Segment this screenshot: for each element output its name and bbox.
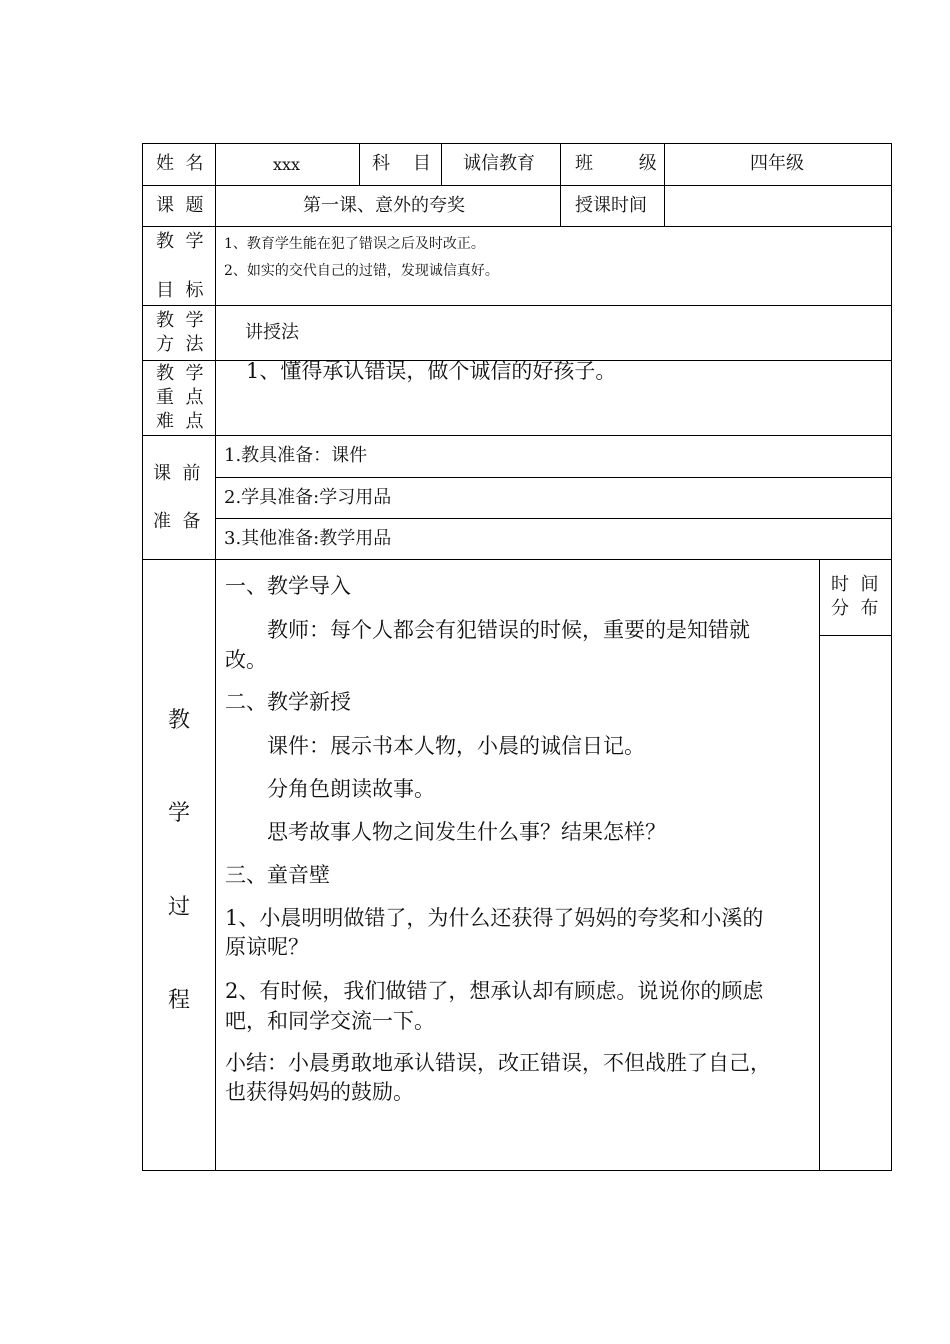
table-rule [215, 143, 216, 1171]
prep-item: 3.其他准备:教学用品 [224, 528, 392, 549]
prep-item: 2.学具准备:学习用品 [224, 487, 392, 508]
method-value: 讲授法 [245, 322, 299, 343]
goal-item: 2、如实的交代自己的过错，发现诚信真好。 [224, 263, 499, 279]
process-line: 二、教学新授 [225, 690, 351, 714]
process-label-char: 过 [168, 895, 191, 920]
goals-label-top: 教 学 [156, 231, 204, 252]
time-distribution-label-line1: 时 间 [831, 574, 879, 595]
table-rule [142, 435, 892, 436]
table-rule [359, 143, 360, 185]
method-label-line2: 方 法 [156, 334, 204, 355]
table-rule [142, 1170, 892, 1171]
process-line: 教师：每个人都会有犯错误的时候，重要的是知错就 [225, 618, 750, 642]
table-rule [142, 559, 892, 560]
prep-label-top: 课 前 [153, 463, 201, 484]
process-label-char: 程 [168, 988, 191, 1013]
process-line: 分角色朗读故事。 [225, 777, 435, 801]
topic-label: 课 题 [156, 195, 204, 216]
process-line: 三、童音壁 [225, 863, 330, 887]
class-label: 班 级 [575, 153, 657, 174]
table-rule [891, 143, 892, 1171]
name-label: 姓 名 [156, 153, 204, 174]
table-rule [819, 559, 820, 1171]
subject-value: 诚信教育 [463, 153, 535, 174]
process-line: 2、有时候，我们做错了，想承认却有顾虑。说说你的顾虑 [225, 979, 764, 1003]
table-rule [441, 143, 442, 185]
table-rule [142, 143, 892, 144]
name-value: xxx [273, 155, 301, 174]
process-line: 1、小晨明明做错了，为什么还获得了妈妈的夸奖和小溪的 [225, 906, 764, 930]
table-rule [142, 185, 892, 186]
time-distribution-label-line2: 分 布 [831, 598, 879, 619]
table-rule [819, 635, 892, 636]
process-line: 吧，和同学交流一下。 [225, 1009, 435, 1033]
keypoints-value: 1、懂得承认错误，做个诚信的好孩子。 [246, 359, 617, 383]
subject-label: 科 目 [372, 153, 431, 174]
table-rule [215, 477, 892, 478]
process-line: 原谅呢？ [225, 935, 309, 959]
table-rule [142, 143, 143, 1171]
keypoints-label-line3: 难 点 [156, 411, 204, 432]
table-rule [215, 518, 892, 519]
table-rule [142, 226, 892, 227]
process-label-char: 教 [168, 708, 191, 733]
topic-value: 第一课、意外的夸奖 [303, 195, 465, 216]
process-line: 课件：展示书本人物，小晨的诚信日记。 [225, 734, 645, 758]
goal-item: 1、教育学生能在犯了错误之后及时改正。 [224, 236, 485, 252]
method-label-line1: 教 学 [156, 310, 204, 331]
process-line: 小结：小晨勇敢地承认错误，改正错误，不但战胜了自己， [225, 1051, 771, 1075]
keypoints-label-line2: 重 点 [156, 387, 204, 408]
class-value: 四年级 [750, 153, 804, 174]
process-line: 也获得妈妈的鼓励。 [225, 1080, 414, 1104]
table-rule [142, 305, 892, 306]
goals-label-bottom: 目 标 [156, 280, 204, 301]
prep-item: 1.教具准备：课件 [224, 445, 368, 466]
table-rule [664, 143, 665, 226]
process-line: 改。 [225, 648, 267, 672]
table-rule [560, 143, 561, 226]
process-line: 一、教学导入 [225, 574, 351, 598]
prep-label-bottom: 准 备 [153, 511, 201, 532]
class-time-label: 授课时间 [575, 195, 647, 216]
process-line: 思考故事人物之间发生什么事？结果怎样？ [225, 820, 666, 844]
process-label-char: 学 [168, 801, 191, 826]
keypoints-label-line1: 教 学 [156, 363, 204, 384]
